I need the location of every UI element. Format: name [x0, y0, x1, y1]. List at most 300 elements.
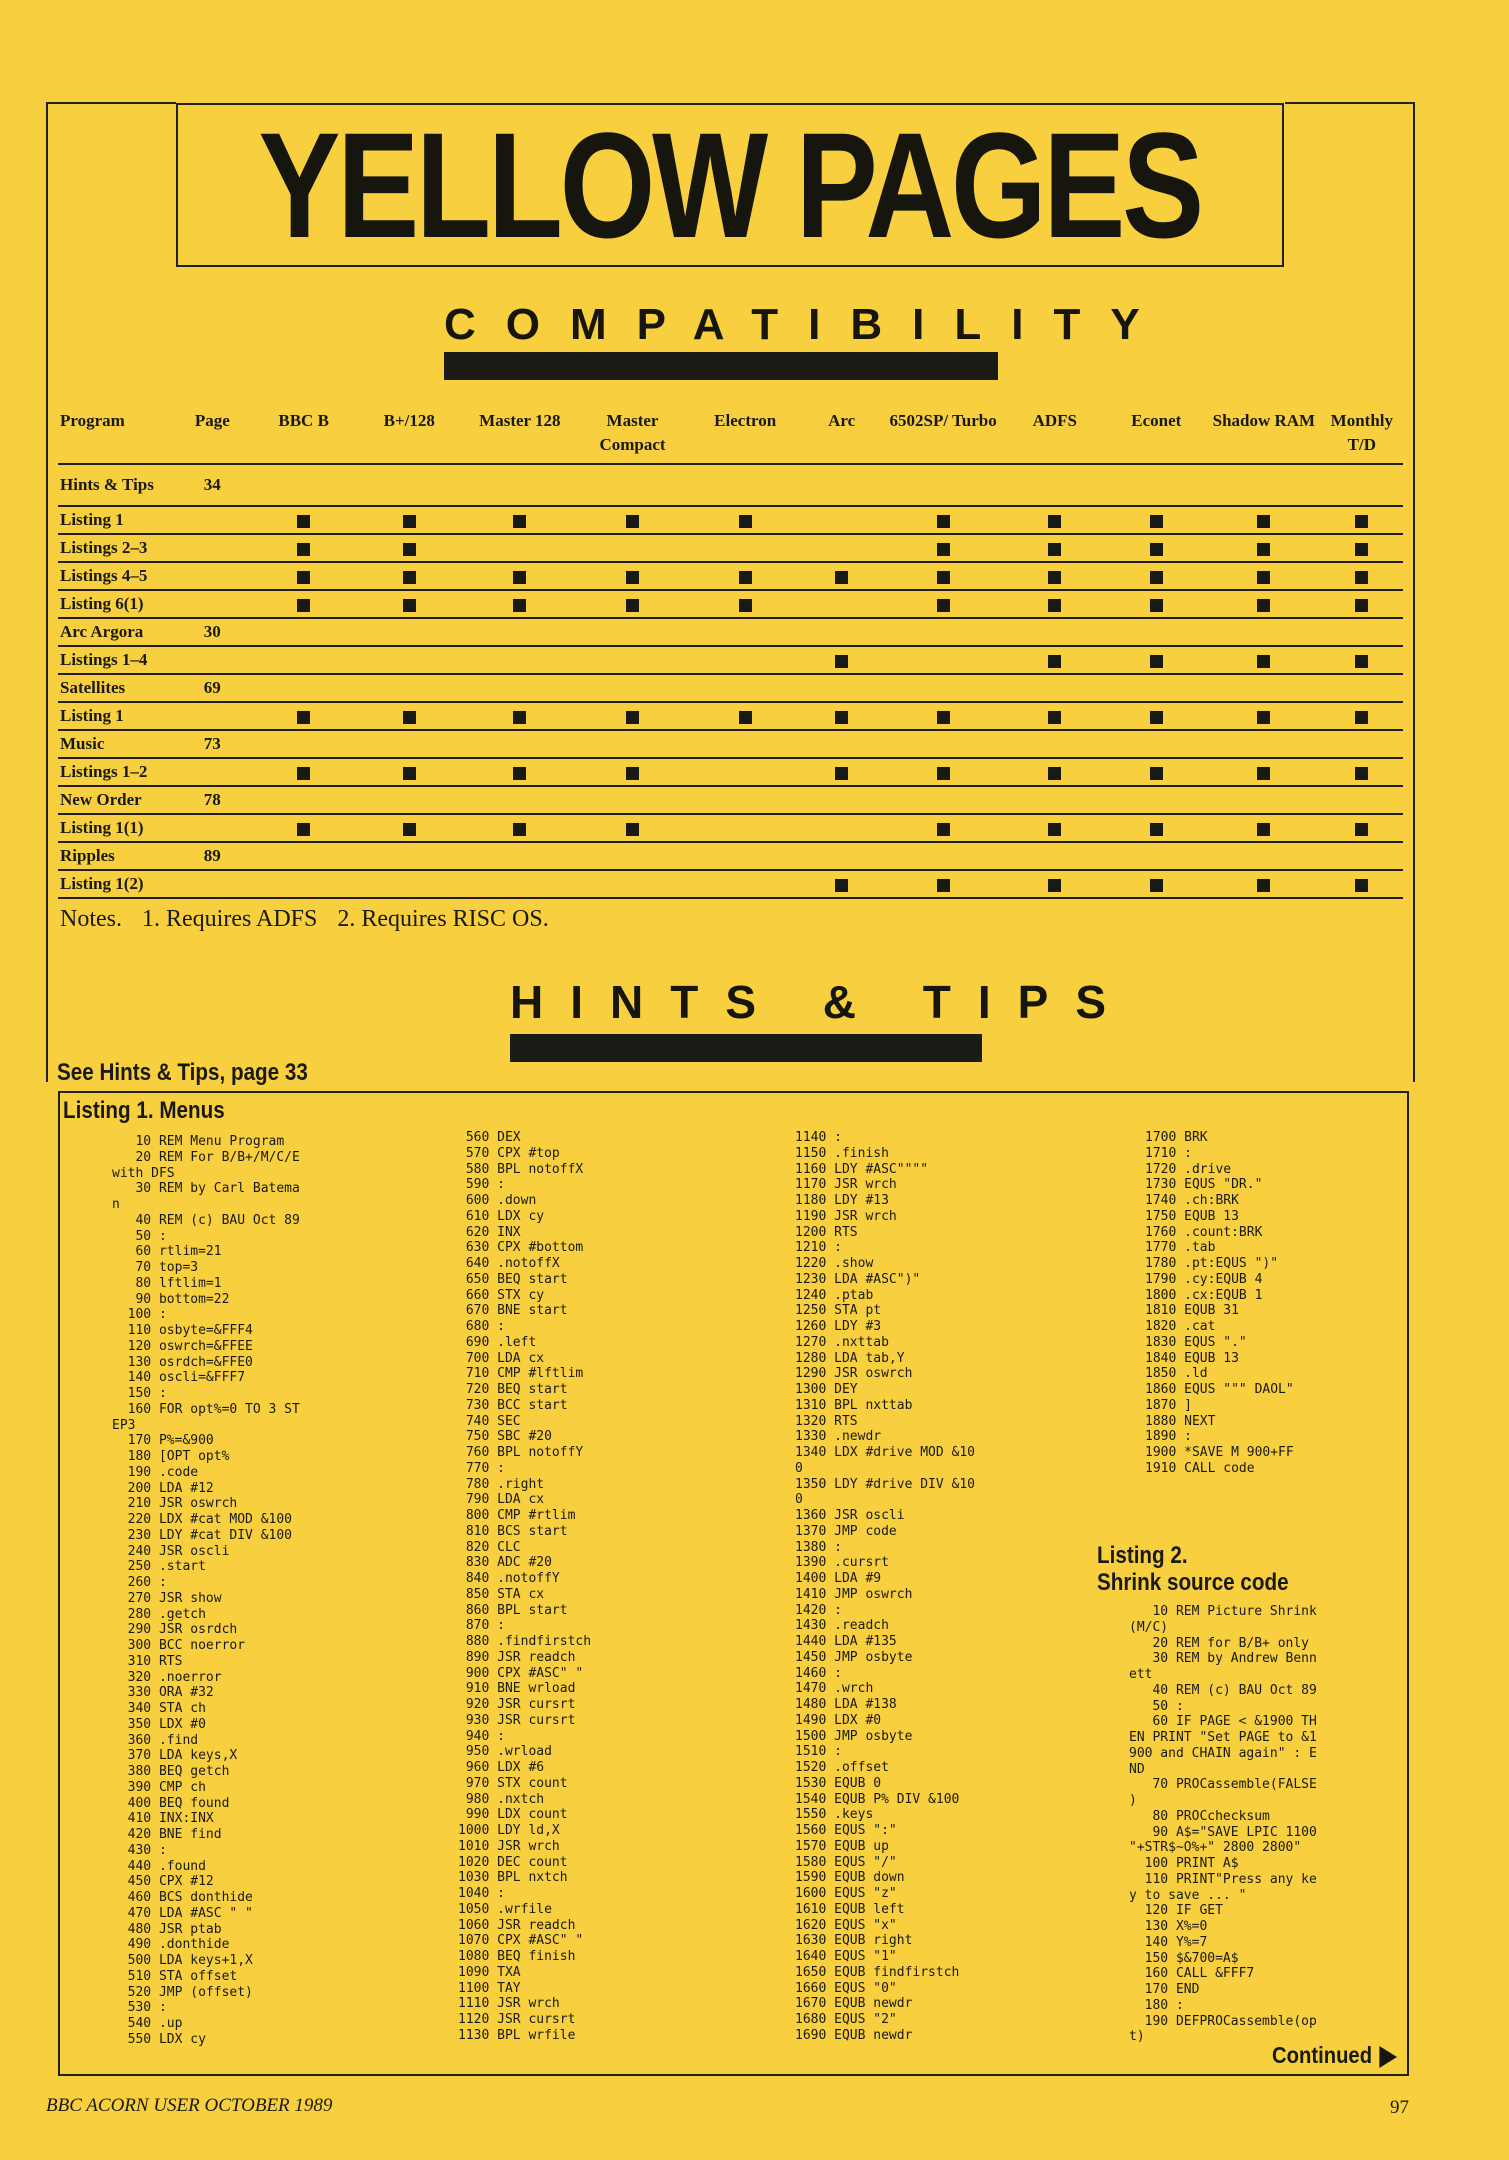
compat-cell [1004, 842, 1106, 870]
compatible-mark-icon [1048, 711, 1061, 724]
compat-cell [464, 534, 576, 562]
compatible-mark-icon [937, 767, 950, 780]
frame-line [46, 102, 48, 1082]
compat-cell [689, 590, 801, 618]
compat-cell [354, 814, 464, 842]
page-number-cell [172, 814, 253, 842]
compat-cell [354, 730, 464, 758]
compat-cell [1207, 842, 1321, 870]
compat-cell [1106, 786, 1208, 814]
note-1: 1. Requires ADFS [142, 906, 318, 932]
program-name: Satellites [58, 674, 172, 702]
compat-cell [1004, 870, 1106, 898]
compatible-mark-icon [1048, 599, 1061, 612]
column-header: Monthly T/D [1321, 405, 1403, 464]
compatible-mark-icon [1048, 767, 1061, 780]
compatible-mark-icon [1150, 543, 1163, 556]
program-name: Listing 1 [58, 702, 172, 730]
compat-cell [882, 814, 1004, 842]
table-row [58, 562, 1403, 590]
compatible-mark-icon [835, 879, 848, 892]
compat-cell [1004, 618, 1106, 646]
table-row [58, 618, 1403, 646]
compat-cell [253, 702, 355, 730]
table-row [58, 590, 1403, 618]
compatible-mark-icon [937, 711, 950, 724]
masthead [176, 103, 1284, 267]
hints-heading: HINTS & TIPS [510, 976, 1134, 1028]
compat-cell [354, 758, 464, 786]
column-header: Electron [689, 405, 801, 464]
compatible-mark-icon [1048, 655, 1061, 668]
program-name: Arc Argora [58, 618, 172, 646]
compat-cell [253, 758, 355, 786]
compat-cell [1207, 562, 1321, 590]
page-number-cell [172, 506, 253, 534]
compat-cell [576, 814, 690, 842]
compat-cell [882, 506, 1004, 534]
compat-cell [1321, 618, 1403, 646]
compat-cell [801, 464, 882, 506]
table-row [58, 464, 1403, 506]
program-name: New Order [58, 786, 172, 814]
listing-2-title-line1: Listing 2. [1097, 1542, 1188, 1569]
compat-cell [882, 870, 1004, 898]
compat-cell [801, 674, 882, 702]
compatible-mark-icon [626, 515, 639, 528]
compat-cell [1207, 786, 1321, 814]
compatible-mark-icon [297, 599, 310, 612]
compatible-mark-icon [1257, 767, 1270, 780]
column-header: Econet [1106, 405, 1208, 464]
compat-cell [1004, 702, 1106, 730]
column-header: Shadow RAM [1207, 405, 1321, 464]
compat-cell [1106, 842, 1208, 870]
column-header: Program [58, 405, 172, 464]
compat-cell [689, 674, 801, 702]
arrow-right-icon [1379, 2046, 1397, 2068]
program-name: Listing 6(1) [58, 590, 172, 618]
compat-cell [354, 674, 464, 702]
compat-cell [689, 618, 801, 646]
compat-cell [464, 758, 576, 786]
table-row [58, 702, 1403, 730]
compatible-mark-icon [513, 571, 526, 584]
compat-cell [253, 534, 355, 562]
compat-cell [576, 646, 690, 674]
column-header: Master 128 [464, 405, 576, 464]
frame-line [1413, 102, 1415, 1082]
see-hints-reference: See Hints & Tips, page 33 [57, 1059, 308, 1086]
column-header: Arc [801, 405, 882, 464]
compat-cell [464, 506, 576, 534]
compatible-mark-icon [1150, 599, 1163, 612]
compat-cell [689, 730, 801, 758]
compat-cell [801, 590, 882, 618]
compat-cell [801, 506, 882, 534]
compat-cell [1004, 814, 1106, 842]
compatible-mark-icon [403, 767, 416, 780]
program-name: Listing 1 [58, 506, 172, 534]
compat-cell [1321, 562, 1403, 590]
frame-line [1285, 102, 1415, 104]
compatibility-heading: COMPATIBILITY [444, 300, 1170, 349]
compat-cell [1106, 702, 1208, 730]
page-number: 97 [1390, 2097, 1409, 2118]
compat-cell [689, 534, 801, 562]
compatible-mark-icon [513, 599, 526, 612]
compatible-mark-icon [1257, 599, 1270, 612]
compat-cell [1106, 758, 1208, 786]
compat-cell [801, 758, 882, 786]
continued-link[interactable] [1272, 2042, 1397, 2069]
compatible-mark-icon [513, 515, 526, 528]
compat-cell [253, 674, 355, 702]
compat-cell [1004, 534, 1106, 562]
program-name: Listings 4–5 [58, 562, 172, 590]
compatible-mark-icon [1150, 767, 1163, 780]
compat-cell [801, 730, 882, 758]
compat-cell [689, 506, 801, 534]
page-number-cell [172, 590, 253, 618]
compat-cell [464, 646, 576, 674]
compat-cell [354, 646, 464, 674]
table-row [58, 786, 1403, 814]
compatible-mark-icon [1150, 711, 1163, 724]
compatible-mark-icon [1355, 543, 1368, 556]
compatible-mark-icon [1257, 823, 1270, 836]
table-row [58, 870, 1403, 898]
compatible-mark-icon [403, 543, 416, 556]
compatible-mark-icon [1048, 543, 1061, 556]
compat-cell [354, 590, 464, 618]
page-number-cell: 73 [172, 730, 253, 758]
compat-cell [1207, 758, 1321, 786]
program-name: Listings 2–3 [58, 534, 172, 562]
compat-cell [801, 646, 882, 674]
compat-cell [801, 562, 882, 590]
compatible-mark-icon [1150, 655, 1163, 668]
compat-cell [882, 618, 1004, 646]
program-name: Listings 1–4 [58, 646, 172, 674]
compat-cell [354, 870, 464, 898]
compat-cell [882, 590, 1004, 618]
compat-cell [253, 842, 355, 870]
compatible-mark-icon [403, 571, 416, 584]
compatible-mark-icon [1150, 515, 1163, 528]
compat-cell [689, 702, 801, 730]
compat-cell [1106, 618, 1208, 646]
compat-cell [1106, 646, 1208, 674]
compat-cell [882, 464, 1004, 506]
compat-cell [1321, 842, 1403, 870]
compat-cell [1321, 870, 1403, 898]
page-number-cell: 78 [172, 786, 253, 814]
compat-cell [1004, 786, 1106, 814]
compatible-mark-icon [1048, 879, 1061, 892]
compat-cell [689, 646, 801, 674]
compat-cell [801, 534, 882, 562]
compat-cell [689, 842, 801, 870]
compat-cell [253, 506, 355, 534]
compat-cell [576, 870, 690, 898]
compat-cell [354, 534, 464, 562]
compat-cell [882, 674, 1004, 702]
compat-cell [354, 618, 464, 646]
masthead-title: YELLOW PAGES [258, 103, 1202, 267]
compat-cell [801, 842, 882, 870]
compat-cell [1004, 562, 1106, 590]
table-row [58, 842, 1403, 870]
compatible-mark-icon [937, 823, 950, 836]
program-name: Music [58, 730, 172, 758]
compat-cell [1004, 730, 1106, 758]
compat-cell [576, 674, 690, 702]
compat-cell [1004, 464, 1106, 506]
compat-cell [576, 618, 690, 646]
compat-cell [1321, 814, 1403, 842]
compatible-mark-icon [1257, 879, 1270, 892]
compat-cell [464, 870, 576, 898]
compat-cell [1321, 786, 1403, 814]
compatible-mark-icon [297, 543, 310, 556]
compat-cell [464, 702, 576, 730]
compatible-mark-icon [835, 767, 848, 780]
table-row [58, 730, 1403, 758]
compat-cell [801, 702, 882, 730]
compatible-mark-icon [1048, 515, 1061, 528]
compat-cell [882, 702, 1004, 730]
compat-cell [576, 506, 690, 534]
compat-cell [576, 702, 690, 730]
compatible-mark-icon [626, 599, 639, 612]
compat-cell [882, 758, 1004, 786]
compat-cell [253, 464, 355, 506]
compat-cell [354, 842, 464, 870]
compat-cell [253, 730, 355, 758]
column-header: BBC B [253, 405, 355, 464]
compat-cell [464, 618, 576, 646]
compat-cell [1004, 758, 1106, 786]
compat-cell [253, 870, 355, 898]
column-header: ADFS [1004, 405, 1106, 464]
compat-cell [1321, 674, 1403, 702]
compat-cell [253, 618, 355, 646]
compatible-mark-icon [1257, 515, 1270, 528]
compatible-mark-icon [1150, 879, 1163, 892]
note-2: 2. Requires RISC OS. [337, 906, 549, 932]
compatible-mark-icon [297, 767, 310, 780]
compat-cell [689, 870, 801, 898]
compat-cell [253, 646, 355, 674]
table-header-row [58, 405, 1403, 464]
compat-cell [464, 464, 576, 506]
compat-cell [1106, 814, 1208, 842]
compatible-mark-icon [1355, 767, 1368, 780]
page-number-cell [172, 758, 253, 786]
code-column-1: 10 REM Menu Program 20 REM For B/B+/M/C/E with DFS 30 REM by Carl Batema n 40 REM (c) BAU Oct 89 50 : 60 rtlim=21 70 top=3 80 lftlim=1 90 bottom=22 100 : 110 osbyte=&FFF4 120 oswrch=&FFEE 130 osrdch=&FFE0 140 oscli=&FFF7 150 : 160 FOR opt%=0 TO 3 ST EP3 170 P%=&900 180 [OPT opt% 190 .code 200 LDA #12 210 JSR oswrch 220 LDX #cat MOD &100 230 LDY #cat DIV &100 240 JSR oscli 250 .start 260 : 270 JSR show 280 .getch 290 JSR osrdch 300 BCC noerror 310 RTS 320 .noerror 330 ORA #32 340 STA ch 350 LDX #0 360 .find 370 LDA keys,X 380 BEQ getch 390 CMP ch 400 BEQ found 410 INX:INX 420 BNE find 430 : 440 .found 450 CPX #12 460 BCS donthide 470 LDA #ASC " " 480 JSR ptab 490 .donthide 500 LDA keys+1,X 510 STA offset 520 JMP (offset) 530 : 540 .up 550 LDX cy [112, 1134, 300, 2047]
compat-cell [689, 562, 801, 590]
compat-cell [464, 814, 576, 842]
compat-cell [689, 464, 801, 506]
compat-cell [464, 590, 576, 618]
compatible-mark-icon [1355, 879, 1368, 892]
page-number-cell: 89 [172, 842, 253, 870]
compat-cell [1106, 534, 1208, 562]
compatibility-notes [60, 906, 563, 933]
table-body [58, 464, 1403, 898]
table-row [58, 646, 1403, 674]
compat-cell [1106, 674, 1208, 702]
compatible-mark-icon [297, 711, 310, 724]
compatible-mark-icon [626, 767, 639, 780]
compatible-mark-icon [1257, 571, 1270, 584]
compat-cell [1321, 646, 1403, 674]
table-row [58, 506, 1403, 534]
compat-cell [576, 758, 690, 786]
continued-label: Continued [1272, 2042, 1373, 2068]
compat-cell [354, 506, 464, 534]
compat-cell [1004, 646, 1106, 674]
compat-cell [576, 786, 690, 814]
compat-cell [464, 562, 576, 590]
compatible-mark-icon [1355, 823, 1368, 836]
compatible-mark-icon [297, 823, 310, 836]
compat-cell [354, 786, 464, 814]
compat-cell [1207, 590, 1321, 618]
compatible-mark-icon [835, 655, 848, 668]
compat-cell [576, 464, 690, 506]
page-number-cell: 30 [172, 618, 253, 646]
compatible-mark-icon [1257, 711, 1270, 724]
compatible-mark-icon [937, 879, 950, 892]
compatible-mark-icon [1355, 599, 1368, 612]
compatible-mark-icon [739, 599, 752, 612]
compat-cell [882, 730, 1004, 758]
page-number-cell [172, 646, 253, 674]
compat-cell [1207, 506, 1321, 534]
compat-cell [1106, 562, 1208, 590]
program-name: Hints & Tips [58, 464, 172, 506]
compat-cell [1106, 870, 1208, 898]
compat-cell [1321, 506, 1403, 534]
compat-cell [253, 562, 355, 590]
compat-cell [464, 674, 576, 702]
code-column-5: 10 REM Picture Shrink (M/C) 20 REM for B/B+ only 30 REM by Andrew Benn ett 40 REM (c) BAU Oct 89 50 : 60 IF PAGE < &1900 TH EN PRINT "Set PAGE to &1 900 and CHAIN again" : E ND 70 PROCassemble(FALSE ) 80 PROCchecksum 90 A$="SAVE LPIC 1100 "+STR$~O%+" 2800 2800" 100 PRINT A$ 110 PRINT"Press any ke y to save ... " 120 IF GET 130 X%=0 140 Y%=7 150 $&700=A$ 160 CALL &FFF7 170 END 180 : 190 DEFPROCassemble(op t) [1129, 1604, 1317, 2045]
compatible-mark-icon [513, 767, 526, 780]
compat-cell [464, 786, 576, 814]
compat-cell [576, 562, 690, 590]
page-number-cell [172, 870, 253, 898]
compatible-mark-icon [739, 711, 752, 724]
compat-cell [1321, 464, 1403, 506]
compat-cell [1321, 730, 1403, 758]
compatible-mark-icon [937, 599, 950, 612]
compat-cell [1106, 590, 1208, 618]
table-row [58, 814, 1403, 842]
compat-cell [1207, 814, 1321, 842]
compatible-mark-icon [1355, 711, 1368, 724]
compat-cell [1207, 534, 1321, 562]
compatible-mark-icon [937, 543, 950, 556]
compat-cell [801, 618, 882, 646]
code-column-3: 1140 : 1150 .finish 1160 LDY #ASC"""" 1170 JSR wrch 1180 LDY #13 1190 JSR wrch 1200 RTS 1210 : 1220 .show 1230 LDA #ASC")" 1240 .ptab 1250 STA pt 1260 LDY #3 1270 .nxttab 1280 LDA tab,Y 1290 JSR oswrch 1300 DEY 1310 BPL nxttab 1320 RTS 1330 .newdr 1340 LDX #drive MOD &10 0 1350 LDY #drive DIV &10 0 1360 JSR oscli 1370 JMP code 1380 : 1390 .cursrt 1400 LDA #9 1410 JMP oswrch 1420 : 1430 .readch 1440 LDA #135 1450 JMP osbyte 1460 : 1470 .wrch 1480 LDA #138 1490 LDX #0 1500 JMP osbyte 1510 : 1520 .offset 1530 EQUB 0 1540 EQUB P% DIV &100 1550 .keys 1560 EQUS ":" 1570 EQUB up 1580 EQUS "/" 1590 EQUB down 1600 EQUS "z" 1610 EQUB left 1620 EQUS "x" 1630 EQUB right 1640 EQUS "1" 1650 EQUB findfirstch 1660 EQUS "0" 1670 EQUB newdr 1680 EQUS "2" 1690 EQUB newdr [795, 1130, 976, 2043]
compat-cell [801, 870, 882, 898]
footer-publication: BBC ACORN USER OCTOBER 1989 [46, 2095, 333, 2116]
compat-cell [354, 702, 464, 730]
compat-cell [882, 786, 1004, 814]
compat-cell [1004, 590, 1106, 618]
compat-cell [253, 814, 355, 842]
compat-cell [882, 562, 1004, 590]
compat-cell [576, 730, 690, 758]
code-column-4: 1700 BRK 1710 : 1720 .drive 1730 EQUS "DR." 1740 .ch:BRK 1750 EQUB 13 1760 .count:BRK 1770 .tab 1780 .pt:EQUS ")" 1790 .cy:EQUB 4 1800 .cx:EQUB 1 1810 EQUB 31 1820 .cat 1830 EQUS "." 1840 EQUB 13 1850 .ld 1860 EQUS """ DAOL" 1870 ] 1880 NEXT 1890 : 1900 *SAVE M 900+FF 1910 CALL code [1145, 1130, 1294, 1476]
compat-cell [689, 814, 801, 842]
compatible-mark-icon [403, 599, 416, 612]
compat-cell [1207, 702, 1321, 730]
program-name: Ripples [58, 842, 172, 870]
compat-cell [689, 786, 801, 814]
compatible-mark-icon [626, 711, 639, 724]
compat-cell [354, 464, 464, 506]
compat-cell [253, 590, 355, 618]
compat-cell [1207, 646, 1321, 674]
hints-bar [510, 1034, 982, 1062]
compatible-mark-icon [513, 823, 526, 836]
page-number-cell [172, 702, 253, 730]
compat-cell [1106, 506, 1208, 534]
compat-cell [801, 786, 882, 814]
compatible-mark-icon [297, 515, 310, 528]
compatible-mark-icon [1355, 515, 1368, 528]
page-number-cell [172, 562, 253, 590]
compat-cell [576, 534, 690, 562]
compat-cell [1321, 702, 1403, 730]
compat-cell [354, 562, 464, 590]
compatible-mark-icon [835, 571, 848, 584]
compat-cell [1207, 870, 1321, 898]
frame-line [46, 102, 176, 104]
compatible-mark-icon [403, 711, 416, 724]
compat-cell [689, 758, 801, 786]
compatible-mark-icon [1150, 823, 1163, 836]
column-header: B+/128 [354, 405, 464, 464]
compatible-mark-icon [835, 711, 848, 724]
compat-cell [1321, 590, 1403, 618]
compatibility-table [58, 405, 1403, 899]
compat-cell [1207, 464, 1321, 506]
listing-2-title-line2: Shrink source code [1097, 1569, 1289, 1596]
compat-cell [576, 842, 690, 870]
table-row [58, 674, 1403, 702]
compatible-mark-icon [1048, 823, 1061, 836]
compatible-mark-icon [513, 711, 526, 724]
compatible-mark-icon [297, 571, 310, 584]
compatible-mark-icon [626, 823, 639, 836]
compat-cell [576, 590, 690, 618]
compat-cell [1321, 534, 1403, 562]
compatible-mark-icon [1048, 571, 1061, 584]
program-name: Listing 1(1) [58, 814, 172, 842]
listing-2-heading [1097, 1542, 1289, 1596]
code-column-2: 560 DEX 570 CPX #top 580 BPL notoffX 590 : 600 .down 610 LDX cy 620 INX 630 CPX #bottom 640 .notoffX 650 BEQ start 660 STX cy 670 BNE start 680 : 690 .left 700 LDA cx 710 CMP #lftlim 720 BEQ start 730 BCC start 740 SEC 750 SBC #20 760 BPL notoffY 770 : 780 .right 790 LDA cx 800 CMP #rtlim 810 BCS start 820 CLC 830 ADC #20 840 .notoffY 850 STA cx 860 BPL start 870 : 880 .findfirstch 890 JSR readch 900 CPX #ASC" " 910 BNE wrload 920 JSR cursrt 930 JSR cursrt 940 : 950 .wrload 960 LDX #6 970 STX count 980 .nxtch 990 LDX count 1000 LDY ld,X 1010 JSR wrch 1020 DEC count 1030 BPL nxtch 1040 : 1050 .wrfile 1060 JSR readch 1070 CPX #ASC" " 1080 BEQ finish 1090 TXA 1100 TAY 1110 JSR wrch 1120 JSR cursrt 1130 BPL wrfile [458, 1130, 592, 2043]
column-header: 6502SP/ Turbo [882, 405, 1004, 464]
compat-cell [1207, 618, 1321, 646]
compatible-mark-icon [1150, 571, 1163, 584]
compatible-mark-icon [1257, 543, 1270, 556]
column-header: Page [172, 405, 253, 464]
compatible-mark-icon [626, 571, 639, 584]
